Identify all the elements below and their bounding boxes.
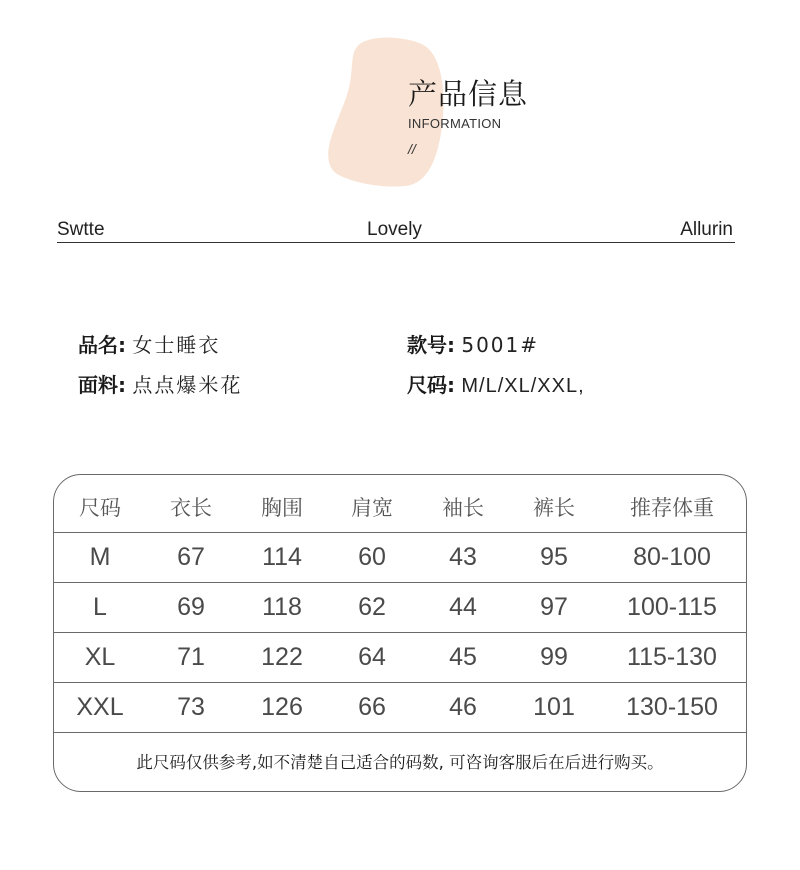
- fabric: [78, 372, 242, 398]
- style-number: [407, 332, 539, 358]
- table-cell: 73: [177, 693, 205, 721]
- style-number-value: 5001#: [461, 333, 540, 357]
- brand-middle: Lovely: [367, 219, 422, 240]
- table-header-cell: 胸围: [261, 495, 303, 520]
- table-row: [54, 533, 746, 583]
- product-name-value: 女士睡衣: [132, 333, 221, 357]
- table-cell: 44: [449, 593, 477, 621]
- table-cell: 62: [358, 593, 386, 621]
- table-cell: 46: [449, 693, 477, 721]
- table-cell: 99: [540, 643, 568, 671]
- table-cell: 101: [533, 693, 575, 721]
- fabric-value: 点点爆米花: [132, 373, 243, 397]
- table-cell: 97: [540, 593, 568, 621]
- sizes: [407, 372, 585, 399]
- table-cell: 114: [262, 543, 302, 571]
- table-cell: XL: [84, 643, 116, 671]
- table-cell: 64: [358, 643, 386, 671]
- table-cell: L: [93, 593, 107, 621]
- table-row: [54, 583, 746, 633]
- table-header-cell: 衣长: [170, 495, 212, 520]
- table-header-cell: 裤长: [533, 495, 575, 520]
- table-cell: M: [89, 543, 111, 571]
- table-header-cell: 推荐体重: [630, 495, 714, 520]
- sizes-label: 尺码:: [407, 373, 455, 397]
- table-cell: 126: [261, 693, 303, 721]
- table-cell: 115-130: [627, 643, 717, 671]
- table-header-cell: 袖长: [442, 495, 484, 520]
- table-cell: 69: [177, 593, 205, 621]
- table-cell: 118: [262, 593, 302, 621]
- slash-mark: //: [408, 141, 416, 157]
- table-cell: 122: [261, 643, 303, 671]
- size-note: 此尺码仅供参考,如不清楚自己适合的码数, 可咨询客服后在后进行购买。: [136, 753, 664, 772]
- product-name: [78, 332, 220, 358]
- table-row: [54, 683, 746, 733]
- table-cell: 80-100: [633, 543, 711, 571]
- product-name-label: 品名:: [78, 333, 126, 357]
- size-table: [53, 474, 747, 792]
- brand-right: Allurin: [680, 219, 733, 240]
- table-cell: 95: [540, 543, 568, 571]
- table-cell: 71: [177, 643, 205, 671]
- brand-left: Swtte: [57, 219, 105, 240]
- sizes-value: M/L/XL/XXL,: [461, 375, 585, 397]
- table-header-row: [54, 481, 746, 533]
- table-cell: 100-115: [627, 593, 717, 621]
- table-cell: 130-150: [626, 693, 718, 721]
- brand-row: [57, 218, 735, 243]
- table-cell: 43: [449, 543, 477, 571]
- table-header-cell: 肩宽: [351, 495, 393, 520]
- page-title: 产品信息: [408, 77, 529, 111]
- table-cell: 60: [358, 543, 386, 571]
- table-row: [54, 633, 746, 683]
- table-header-cell: 尺码: [79, 495, 121, 520]
- section-header: [408, 76, 528, 157]
- table-cell: 45: [449, 643, 477, 671]
- style-number-label: 款号:: [407, 333, 455, 357]
- table-cell: 66: [358, 693, 386, 721]
- fabric-label: 面料:: [78, 373, 126, 397]
- table-cell: XXL: [76, 693, 124, 721]
- table-cell: 67: [177, 543, 205, 571]
- page-subtitle: INFORMATION: [408, 116, 502, 131]
